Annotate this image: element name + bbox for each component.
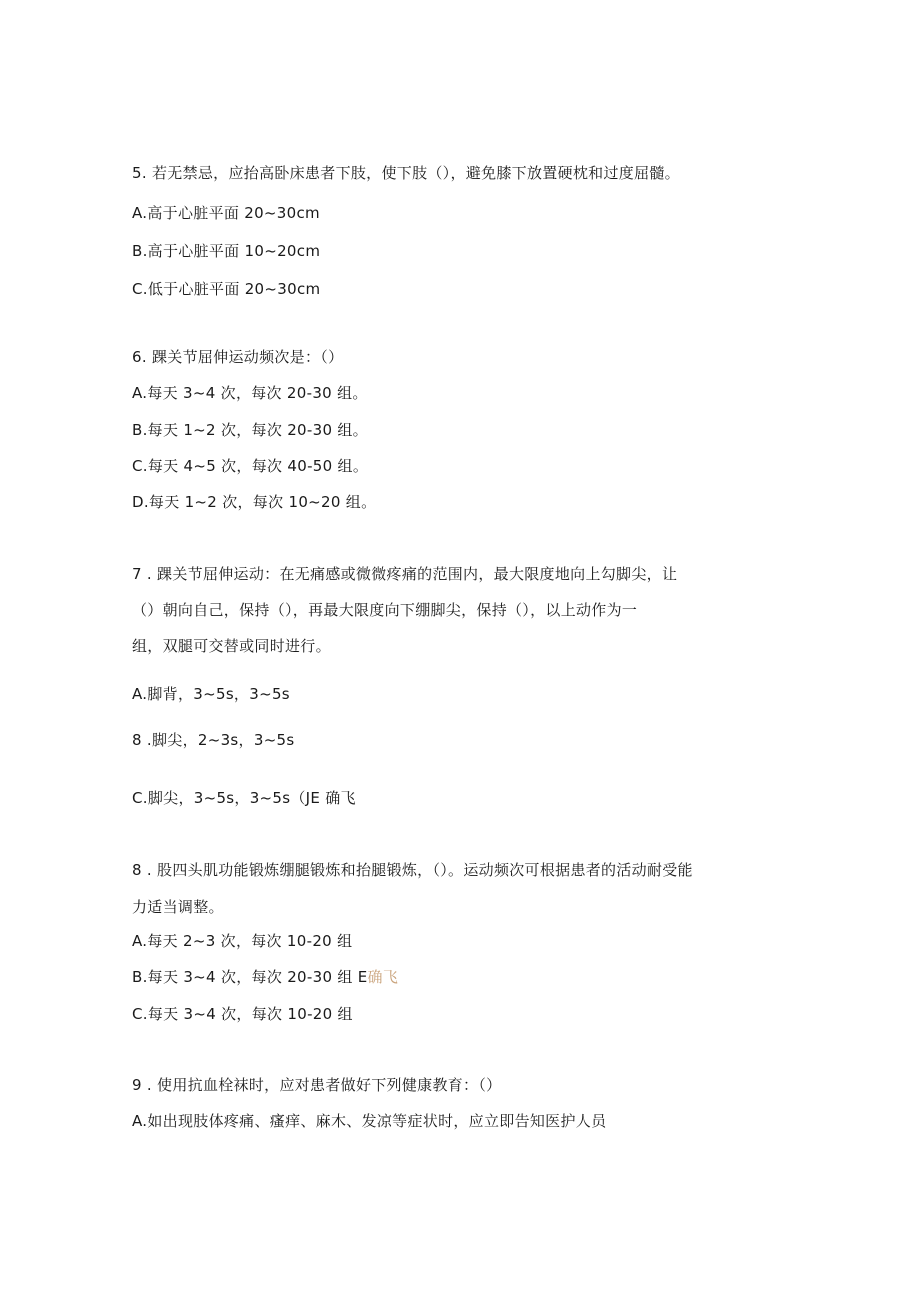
question-8-option-b-mark: 确飞 bbox=[367, 968, 399, 986]
question-5-stem: 5. 若无禁忌，应抬高卧床患者下肢，使下肢（），避免膝下放置硬枕和过度屈髓。 bbox=[132, 164, 680, 182]
question-7-option-a: A.脚背，3~5s，3~5s bbox=[132, 685, 290, 703]
question-9-option-a: A.如出现肢体疼痛、瘙痒、麻木、发凉等症状时，应立即告知医护人员 bbox=[132, 1112, 607, 1130]
question-7-option-c: C.脚尖，3~5s，3~5s（JE 确飞 bbox=[132, 789, 356, 807]
question-8-option-c: C.每天 3~4 次，每次 10-20 组 bbox=[132, 1005, 353, 1023]
question-8-option-a: A.每天 2~3 次，每次 10-20 组 bbox=[132, 932, 353, 950]
question-5-option-b: B.高于心脏平面 10~20cm bbox=[132, 242, 321, 260]
question-6-stem: 6. 踝关节屈伸运动频次是：（） bbox=[132, 348, 344, 366]
question-6-option-b: B.每天 1~2 次，每次 20-30 组。 bbox=[132, 421, 368, 439]
question-8-option-b-text: B.每天 3~4 次，每次 20-30 组 E bbox=[132, 968, 368, 986]
question-5-option-a: A.高于心脏平面 20~30cm bbox=[132, 204, 320, 222]
question-7-stem-line-2: （）朝向自己，保持（），再最大限度向下绷脚尖，保持（），以上动作为一 bbox=[132, 601, 638, 619]
question-5-option-c: C.低于心脏平面 20~30cm bbox=[132, 280, 321, 298]
question-8-stem-line-1: 8 . 股四头肌功能锻炼绷腿锻炼和抬腿锻炼，（）。运动频次可根据患者的活动耐受能 bbox=[132, 861, 693, 879]
question-6-option-a: A.每天 3~4 次，每次 20-30 组。 bbox=[132, 384, 368, 402]
question-7-stem-line-1: 7 . 踝关节屈伸运动：在无痛感或微微疼痛的范围内，最大限度地向上勾脚尖，让 bbox=[132, 565, 678, 583]
question-7-stem-line-3: 组，双腿可交替或同时进行。 bbox=[132, 637, 331, 655]
question-6-option-c: C.每天 4~5 次，每次 40-50 组。 bbox=[132, 457, 369, 475]
question-7-option-b: 8 .脚尖，2~3s，3~5s bbox=[132, 731, 295, 749]
question-8-option-b bbox=[132, 967, 398, 987]
question-6-option-d: D.每天 1~2 次，每次 10~20 组。 bbox=[132, 493, 377, 511]
question-9-stem: 9 . 使用抗血栓袜时，应对患者做好下列健康教育：（） bbox=[132, 1076, 502, 1094]
question-8-stem-line-2: 力适当调整。 bbox=[132, 898, 224, 916]
